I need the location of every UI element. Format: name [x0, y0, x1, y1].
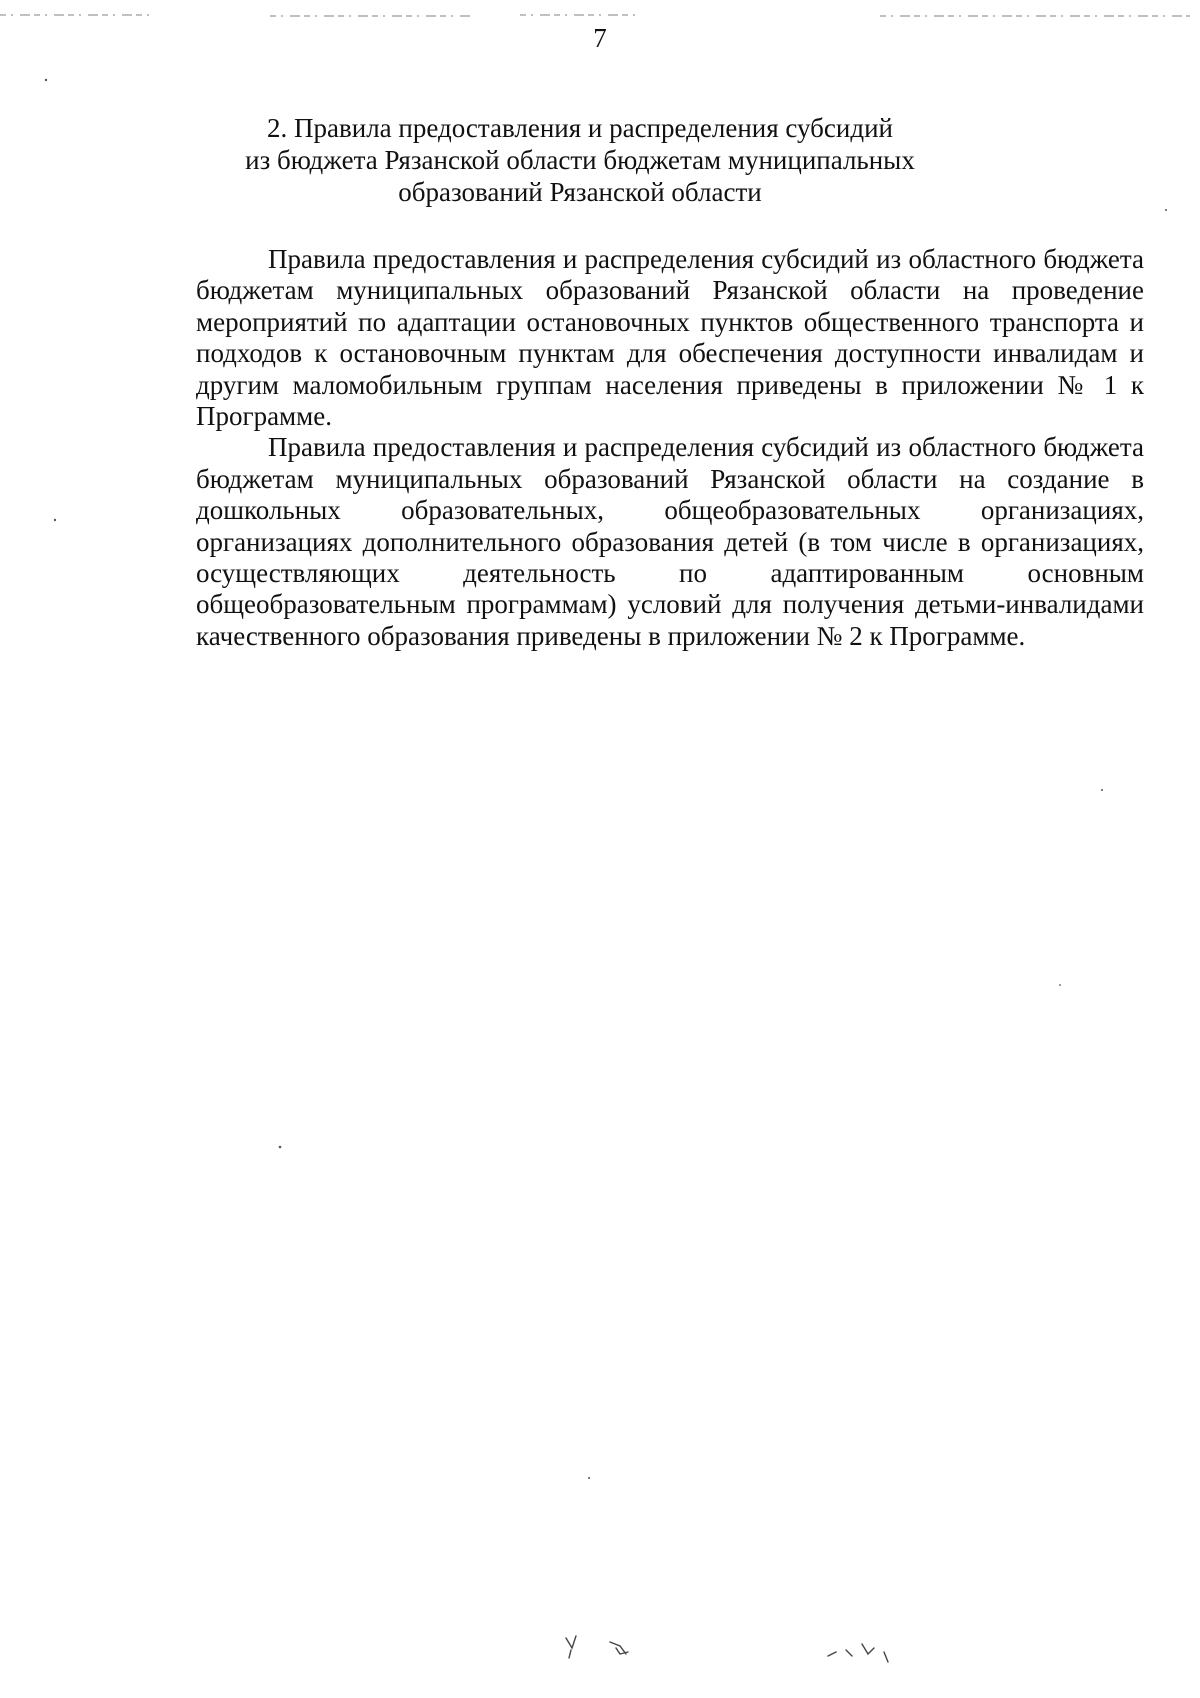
section-title — [200, 112, 960, 208]
section-body — [196, 244, 1144, 652]
scan-edge-artifact — [0, 12, 1200, 20]
paragraph-appendix-1: Правила предоставления и распределения субсидий из областного бюджета бюджетам муниципальных образований Рязанской области на проведение мероприятий по адаптации остановочных пунктов общественного транспорта и подходов к остановочным пунктам для обеспечения доступности инвалидам и другим маломобильным группам населения приведены в приложении № 1 к Программе. — [196, 244, 1144, 432]
page-number: 7 — [593, 23, 607, 53]
section-title-line: образований Рязанской области — [398, 177, 762, 207]
section-title-line: из бюджета Рязанской области бюджетам муниципальных — [245, 145, 915, 175]
section-title-line: 2. Правила предоставления и распределения субсидий — [267, 113, 893, 143]
paragraph-appendix-2: Правила предоставления и распределения субсидий из областного бюджета бюджетам муниципальных образований Рязанской области на создание в дошкольных образовательных, общеобразовательных организациях, организациях дополнительного образования детей (в том числе в организациях, осуществляющих деятельность по адаптированным основным общеобразовательным программам) условий для получения детьми-инвалидами качественного образования приведены в приложении № 2 к Программе. — [196, 432, 1144, 651]
